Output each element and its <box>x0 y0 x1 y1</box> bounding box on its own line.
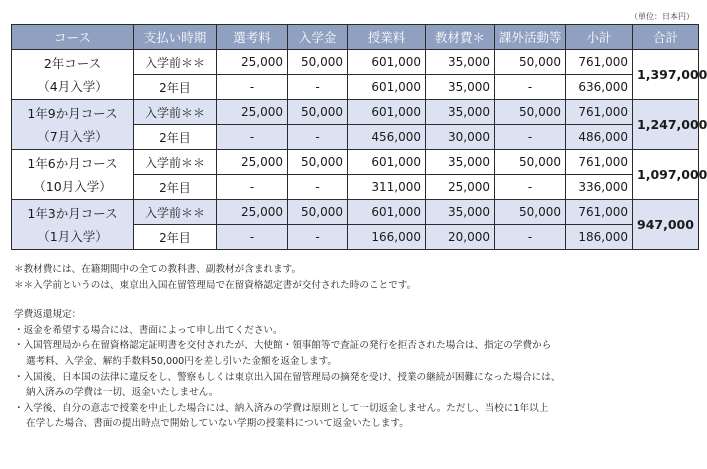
course-total: 1,397,000 <box>633 50 699 100</box>
selection-fee: 25,000 <box>217 150 288 175</box>
header-subtotal: 小計 <box>566 25 633 50</box>
subtotal: 761,000 <box>566 150 633 175</box>
activities-fee: - <box>495 125 566 150</box>
materials-fee: 25,000 <box>426 175 495 200</box>
tuition: 311,000 <box>348 175 426 200</box>
course-name: 1年6か月コース <box>27 155 118 171</box>
table-header-row <box>12 25 699 50</box>
course-name: 2年コース <box>43 55 102 71</box>
table-row <box>12 100 699 125</box>
materials-fee: 20,000 <box>426 225 495 250</box>
course-name: 1年3か月コース <box>27 205 118 221</box>
before-entry-note: ＊＊入学前というのは、東京出入国在留管理局で在留資格認定書が交付された時のことです。 <box>14 279 417 291</box>
selection-fee: 25,000 <box>217 100 288 125</box>
subtotal: 761,000 <box>566 50 633 75</box>
selection-fee: - <box>217 125 288 150</box>
refund-title: 学費返還規定： <box>14 309 82 321</box>
activities-fee: 50,000 <box>495 200 566 225</box>
notes-section <box>14 262 700 432</box>
table-row <box>12 50 699 75</box>
tuition: 601,000 <box>348 200 426 225</box>
admission-fee: 50,000 <box>288 150 348 175</box>
admission-fee: - <box>288 125 348 150</box>
refund-item: ・返金を希望する場合には、書面によって申し出てください。 <box>14 324 283 336</box>
materials-fee: 35,000 <box>426 75 495 100</box>
course-cell <box>12 50 134 100</box>
tuition: 601,000 <box>348 150 426 175</box>
refund-item-continued: 在学した場合、書面の提出時点で開始していない学期の授業料について返金いたします。 <box>26 418 409 430</box>
tuition: 456,000 <box>348 125 426 150</box>
fee-table <box>11 24 707 250</box>
header-tuition: 授業料 <box>348 25 426 50</box>
payment-period: 2年目 <box>134 75 217 100</box>
admission-fee: - <box>288 225 348 250</box>
course-intake: （1月入学） <box>37 228 108 244</box>
activities-fee: 50,000 <box>495 100 566 125</box>
header-admission-fee: 入学金 <box>288 25 348 50</box>
refund-item-continued: 選考料、入学金、解約手数料50,000円を差し引いた金額を返金します。 <box>26 355 338 367</box>
course-name: 1年9か月コース <box>27 105 118 121</box>
selection-fee: 25,000 <box>217 200 288 225</box>
materials-fee: 35,000 <box>426 100 495 125</box>
tuition: 601,000 <box>348 100 426 125</box>
header-course: コース <box>12 25 134 50</box>
subtotal: 761,000 <box>566 200 633 225</box>
payment-period: 2年目 <box>134 125 217 150</box>
materials-fee: 35,000 <box>426 200 495 225</box>
admission-fee: 50,000 <box>288 50 348 75</box>
admission-fee: 50,000 <box>288 100 348 125</box>
header-payment-period: 支払い時期 <box>134 25 217 50</box>
subtotal: 186,000 <box>566 225 633 250</box>
selection-fee: - <box>217 175 288 200</box>
unit-note: （単位：日本円） <box>630 12 694 21</box>
admission-fee: - <box>288 175 348 200</box>
course-intake: （7月入学） <box>37 128 108 144</box>
course-intake: （10月入学） <box>33 178 112 194</box>
tuition: 601,000 <box>348 75 426 100</box>
refund-item: ・入国管理局から在留資格認定証明書を交付されたが、大使館・領事館等で査証の発行を拒否された場合は、指定の学費から <box>14 340 552 352</box>
course-total: 947,000 <box>633 200 699 250</box>
course-cell <box>12 100 134 150</box>
subtotal: 636,000 <box>566 75 633 100</box>
activities-fee: 50,000 <box>495 50 566 75</box>
selection-fee: - <box>217 75 288 100</box>
materials-fee: 30,000 <box>426 125 495 150</box>
table-row <box>12 200 699 225</box>
refund-item: ・入学後、自分の意志で授業を中止した場合には、納入済みの学費は原則として一切返金しません。ただし、当校に1年以上 <box>14 402 549 414</box>
header-activities: 課外活動等 <box>495 25 566 50</box>
subtotal: 761,000 <box>566 100 633 125</box>
payment-period: 入学前＊＊ <box>134 200 217 225</box>
materials-fee: 35,000 <box>426 150 495 175</box>
admission-fee: - <box>288 75 348 100</box>
tuition: 166,000 <box>348 225 426 250</box>
table-row <box>12 150 699 175</box>
course-total: 1,247,000 <box>633 100 699 150</box>
course-cell <box>12 150 134 200</box>
tuition: 601,000 <box>348 50 426 75</box>
activities-fee: 50,000 <box>495 150 566 175</box>
activities-fee: - <box>495 225 566 250</box>
admission-fee: 50,000 <box>288 200 348 225</box>
materials-note: ＊教材費には、在籍期間中の全ての教科書、副教材が含まれます。 <box>14 264 302 275</box>
payment-period: 2年目 <box>134 225 217 250</box>
subtotal: 486,000 <box>566 125 633 150</box>
activities-fee: - <box>495 175 566 200</box>
payment-period: 入学前＊＊ <box>134 50 217 75</box>
payment-period: 入学前＊＊ <box>134 150 217 175</box>
course-intake: （4月入学） <box>37 78 108 94</box>
header-total: 合計 <box>633 25 699 50</box>
materials-fee: 35,000 <box>426 50 495 75</box>
course-total: 1,097,000 <box>633 150 699 200</box>
activities-fee: - <box>495 75 566 100</box>
payment-period: 2年目 <box>134 175 217 200</box>
subtotal: 336,000 <box>566 175 633 200</box>
header-materials: 教材費＊ <box>426 25 495 50</box>
refund-item: ・入国後、日本国の法律に違反をし、警察もしくは東京出入国在留管理局の摘発を受け、授業の継続が困難になった場合には、 <box>14 371 561 383</box>
header-selection-fee: 選考料 <box>217 25 288 50</box>
selection-fee: - <box>217 225 288 250</box>
course-cell <box>12 200 134 250</box>
selection-fee: 25,000 <box>217 50 288 75</box>
refund-item-continued: 納入済みの学費は一切、返金いたしません。 <box>26 387 219 399</box>
payment-period: 入学前＊＊ <box>134 100 217 125</box>
